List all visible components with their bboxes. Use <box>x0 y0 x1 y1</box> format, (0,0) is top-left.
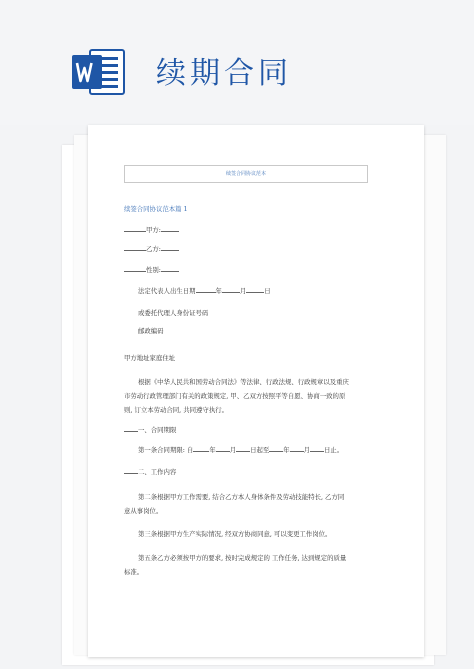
blank-line <box>161 225 179 232</box>
paragraph-line: 市劳动行政管理部门有关的政策规定, 甲、乙双方按照平等自愿、协商一致的原 <box>124 392 346 400</box>
paragraph-line: 第三条根据甲方生产实际情况, 经双方协商同意, 可以变更工作岗位。 <box>138 530 332 538</box>
party-a-line <box>124 225 179 234</box>
blank-line <box>124 467 138 474</box>
party-a-label: 甲方: <box>146 226 161 234</box>
agent-id-line: 或委托代理人身份证号码 <box>138 309 209 317</box>
blank-line <box>124 265 146 272</box>
header-banner <box>0 0 474 125</box>
paragraph-line: 意从事岗位。 <box>124 507 163 515</box>
month-label: 月 <box>303 446 311 454</box>
year-label: 年 <box>215 287 222 295</box>
article-1-end: 日止。 <box>324 446 344 454</box>
document-title: 续期合同 <box>156 56 292 91</box>
blank-line <box>222 286 240 293</box>
blank-line <box>161 265 179 272</box>
gender-line <box>124 265 179 274</box>
legal-rep-line <box>138 286 271 295</box>
article-1-line <box>138 445 343 454</box>
article-1-prefix: 第一条合同期限: 自 <box>138 446 194 454</box>
paragraph-line: 标准。 <box>124 568 144 576</box>
blank-line <box>161 244 179 251</box>
paragraph-line: 则, 订立本劳动合同, 共同遵守执行。 <box>124 406 228 414</box>
blank-line <box>124 225 146 232</box>
article-1-middle: 日起至 <box>250 446 270 454</box>
paragraph-line: 根据《中华人民共和国劳动合同法》等法律、行政法规、行政规章以及重庆 <box>138 378 349 386</box>
blank-line <box>236 445 250 452</box>
month-label: 月 <box>239 287 247 295</box>
postal-code-line: 邮政编码 <box>138 327 164 335</box>
blank-line <box>124 244 146 251</box>
year-label: 年 <box>209 446 216 454</box>
word-icon <box>70 44 126 100</box>
paragraph-line: 第五条乙方必须按甲方的要求, 按时完成规定的 工作任务, 达到规定的质量 <box>138 554 347 562</box>
day-label: 日 <box>264 287 271 295</box>
paragraph-line: 第二条根据甲方工作需要, 结合乙方本人身体条件及劳动技能特长, 乙方同 <box>138 493 345 501</box>
blank-line <box>310 445 324 452</box>
section-2-label: 二、工作内容 <box>138 468 177 476</box>
address-line: 甲方地址家庭住址 <box>124 354 176 362</box>
section-1-label: 一、合同期限 <box>138 426 177 434</box>
party-b-line <box>124 244 179 253</box>
year-label: 年 <box>283 446 290 454</box>
blank-line <box>193 445 209 452</box>
document-page <box>88 125 424 657</box>
legal-rep-label: 法定代表人出生日期 <box>138 287 196 295</box>
section-heading: 续签合同协议范本篇 1 <box>124 205 188 213</box>
blank-line <box>290 445 304 452</box>
blank-line <box>196 286 216 293</box>
blank-line <box>246 286 264 293</box>
blank-line <box>216 445 230 452</box>
section-1-title <box>124 425 176 434</box>
document-box-title: 续签合同协议范本 <box>124 165 368 183</box>
month-label: 月 <box>229 446 237 454</box>
gender-label: 性别: <box>146 266 161 274</box>
blank-line <box>269 445 283 452</box>
party-b-label: 乙方: <box>146 245 161 253</box>
blank-line <box>124 425 138 432</box>
section-2-title <box>124 467 176 476</box>
